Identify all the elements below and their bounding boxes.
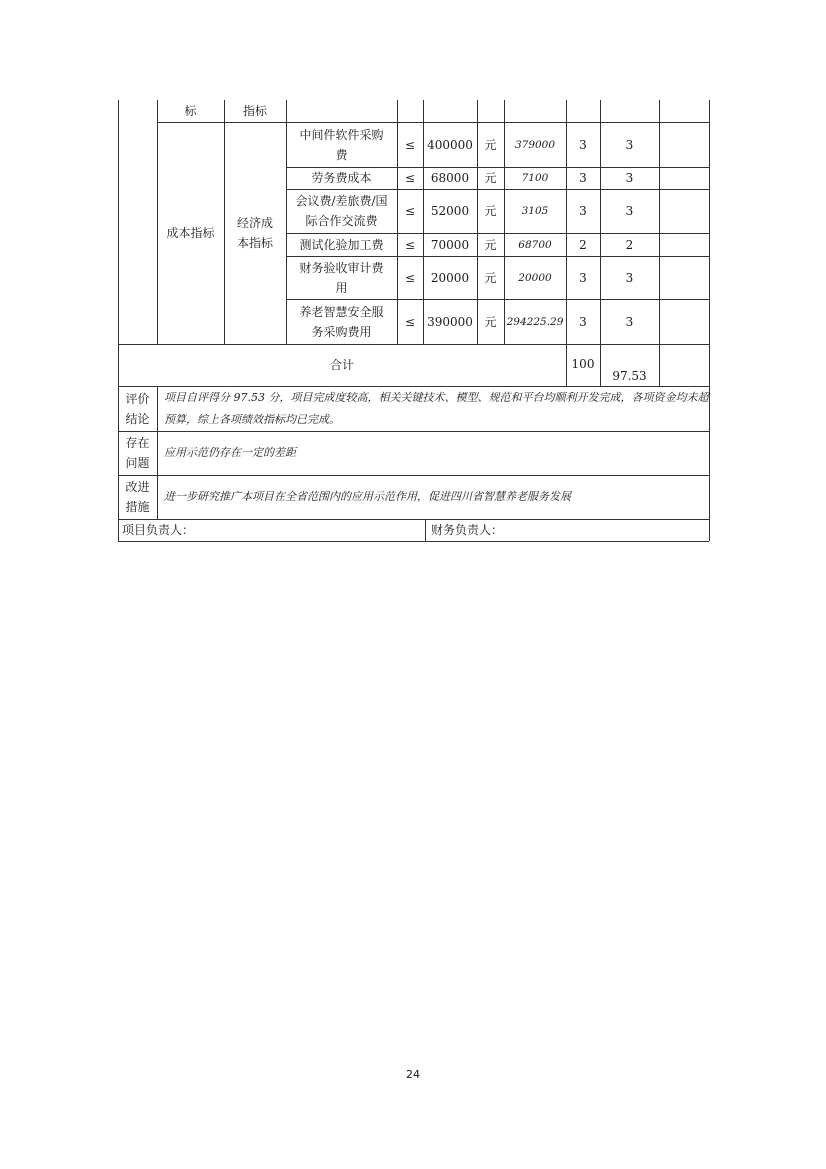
cost-item-weight: 3 — [579, 137, 587, 152]
cost-item-operator: ≤ — [404, 171, 416, 185]
total-label: 合计 — [329, 358, 354, 372]
cost-item-actual: 3105 — [521, 205, 549, 217]
cost-item-name-line1: 会议费/差旅费/国 — [295, 194, 388, 208]
conclusion-text-line2: 预算，综上各项绩效指标均已完成。 — [164, 412, 340, 426]
cost-item-score: 3 — [625, 270, 634, 285]
economic-cost-line1: 经济成 — [236, 216, 273, 230]
issues-text: 应用示范仍存在一定的差距 — [164, 446, 296, 459]
cost-item-name-line2: 务采购费用 — [311, 324, 372, 339]
cost-item-name-line1: 养老智慧安全服 — [299, 304, 384, 319]
issues-label-line2: 问题 — [125, 456, 150, 470]
cost-item-operator: ≤ — [404, 270, 416, 285]
cost-item-weight: 2 — [579, 237, 587, 252]
conclusion-label-line2: 结论 — [125, 411, 150, 426]
cost-item-name-line1: 财务验收审计费 — [299, 260, 384, 275]
cost-item-operator: ≤ — [404, 137, 416, 152]
cost-item-name — [286, 122, 397, 167]
cost-item-name-line2: 际合作交流费 — [305, 214, 378, 228]
cost-item-unit: 元 — [484, 314, 497, 329]
measures-label-line1: 改进 — [125, 480, 150, 494]
cost-item-weight: 3 — [579, 314, 587, 329]
issues-label-line1: 存在 — [125, 436, 150, 450]
cost-item-name: 劳务费成本 — [311, 171, 372, 185]
cost-item-name — [286, 189, 397, 233]
cost-item-weight: 3 — [579, 204, 587, 218]
cost-item-actual: 294225.29 — [506, 315, 564, 328]
cost-item-weight: 3 — [579, 171, 587, 185]
cost-item-actual: 20000 — [518, 271, 552, 284]
cost-item-score: 2 — [625, 237, 634, 252]
conclusion-label-line1: 评价 — [125, 391, 150, 406]
project-lead-label: 项目负责人： — [122, 523, 195, 537]
conclusion-text-line1: 项目自评得分 97.53 分，项目完成度较高，相关关键技术、模型、规范和平台均顺利开发完成，各项资金均未超 — [164, 390, 709, 404]
total-weight: 100 — [571, 357, 595, 371]
cost-item-operator: ≤ — [404, 237, 416, 252]
cost-item-name: 测试化验加工费 — [299, 237, 384, 252]
cost-item-target: 20000 — [430, 270, 470, 285]
cost-item-target: 400000 — [427, 137, 473, 152]
economic-cost-indicator — [224, 122, 286, 344]
total-score: 97.53 — [612, 369, 647, 383]
header-col-indicator: 标 — [184, 104, 197, 118]
cost-item-unit: 元 — [484, 237, 497, 252]
cost-item-operator: ≤ — [404, 204, 416, 218]
cost-item-score: 3 — [625, 171, 634, 185]
cost-indicator-category: 成本指标 — [166, 226, 215, 240]
cost-item-target: 390000 — [427, 314, 473, 329]
cost-item-score: 3 — [625, 314, 634, 329]
cost-item-actual: 68700 — [518, 238, 552, 251]
conclusion-text — [164, 386, 709, 431]
cost-item-name-line1: 中间件软件采购 — [299, 127, 384, 142]
issues-label — [118, 431, 157, 475]
cost-item-actual: 379000 — [514, 138, 556, 151]
cost-item-score: 3 — [625, 204, 634, 218]
measures-text: 进一步研究推广本项目在全省范围内的应用示范作用，促进四川省智慧养老服务发展 — [164, 490, 571, 503]
cost-item-name — [286, 299, 397, 344]
cost-item-unit: 元 — [484, 204, 497, 218]
cost-item-target: 70000 — [430, 237, 470, 252]
economic-cost-line2: 本指标 — [236, 236, 273, 250]
cost-item-target: 52000 — [430, 204, 470, 218]
cost-item-name — [286, 256, 397, 299]
measures-label-line2: 措施 — [125, 500, 150, 514]
conclusion-label — [118, 386, 157, 431]
cost-item-unit: 元 — [484, 171, 497, 185]
header-col-subindicator: 指标 — [242, 104, 267, 118]
cost-item-name-line2: 用 — [335, 280, 348, 295]
cost-item-name-line2: 费 — [335, 147, 348, 162]
cost-item-actual: 7100 — [521, 172, 549, 184]
cost-item-unit: 元 — [484, 137, 497, 152]
cost-item-weight: 3 — [579, 270, 587, 285]
page-number: 24 — [406, 1068, 420, 1081]
cost-item-operator: ≤ — [404, 314, 416, 329]
measures-label — [118, 475, 157, 519]
finance-lead-label: 财务负责人： — [431, 523, 504, 537]
cost-item-score: 3 — [625, 137, 634, 152]
cost-item-target: 68000 — [430, 171, 470, 185]
cost-item-unit: 元 — [484, 270, 497, 285]
